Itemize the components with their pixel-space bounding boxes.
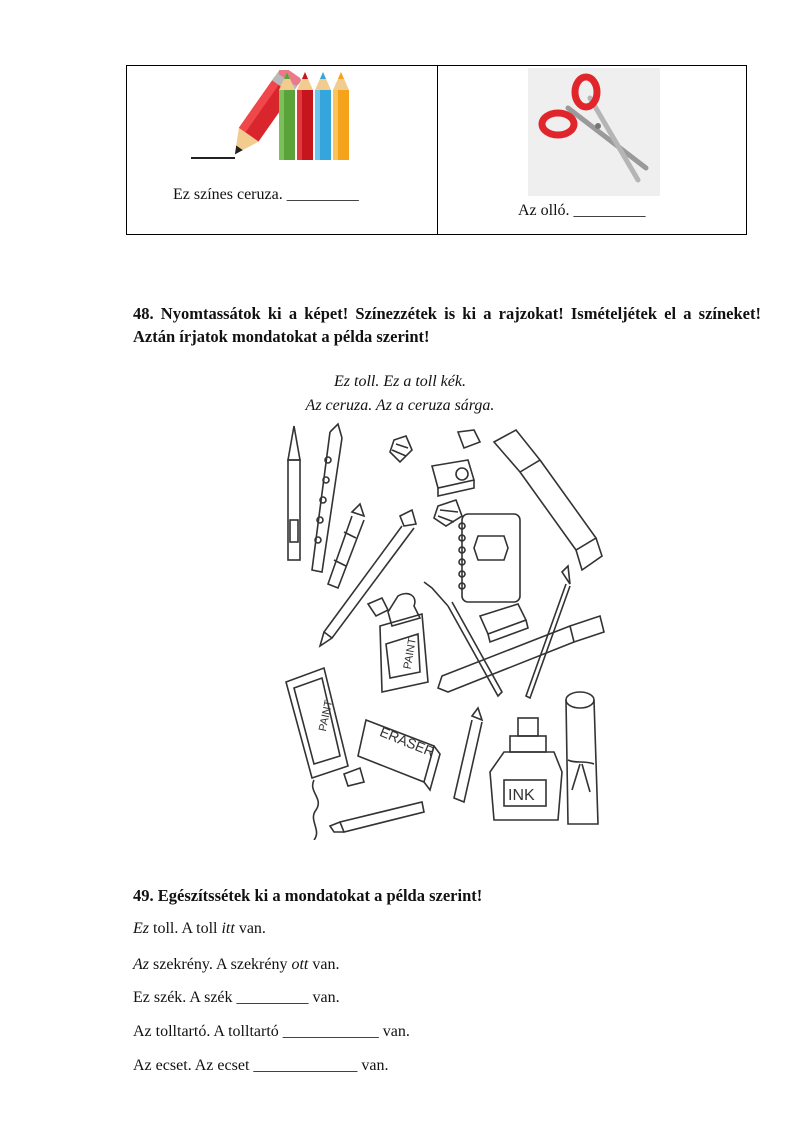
ink-bottle-icon bbox=[490, 718, 562, 820]
adverb-word: itt bbox=[221, 920, 235, 937]
exercise-sentence-4: Az tolltartó. A tolltartó ____________ van. bbox=[133, 1023, 410, 1040]
crayon-icon bbox=[454, 708, 482, 802]
scissors-cell bbox=[438, 66, 746, 234]
colored-pencil-cell bbox=[127, 66, 438, 234]
notebook-icon bbox=[459, 514, 520, 602]
demonstrative-word: Ez bbox=[133, 920, 149, 937]
vocabulary-table bbox=[126, 65, 747, 235]
sentence-text: van. bbox=[234, 920, 266, 937]
paint-tube-label: PAINT bbox=[401, 636, 419, 671]
sentence-text: van. bbox=[308, 956, 340, 973]
pencil-icon bbox=[288, 426, 300, 560]
task-49-instruction: 49. Egészítssétek ki a mondatokat a példa szerint! bbox=[133, 886, 483, 905]
eraser-small-icon bbox=[480, 604, 528, 642]
paintbrush-icon bbox=[526, 566, 570, 698]
paint-cap-icon bbox=[344, 768, 364, 786]
sharpener-icon bbox=[432, 460, 474, 496]
paint-tube-label: PAINT bbox=[316, 699, 336, 733]
paint-tube-icon bbox=[286, 668, 348, 840]
exercise-sentence-3: Ez szék. A szék _________ van. bbox=[133, 989, 340, 1006]
example-sentence-2: Az ceruza. Az a ceruza sárga. bbox=[305, 397, 495, 414]
exercise-sentence-2 bbox=[133, 956, 339, 974]
colored-pencil-caption: Ez színes ceruza. _________ bbox=[173, 186, 359, 203]
marker-icon bbox=[320, 510, 416, 646]
sentence-text: toll. A toll bbox=[149, 920, 222, 937]
example-sentence-1: Ez toll. Ez a toll kék. bbox=[334, 373, 466, 390]
exercise-sentence-1 bbox=[133, 920, 266, 938]
colored-pencils-icon bbox=[187, 70, 377, 165]
ink-label: INK bbox=[508, 787, 535, 804]
scissors-caption: Az olló. _________ bbox=[518, 202, 646, 219]
scissors-icon bbox=[528, 68, 660, 196]
dotted-pencil-icon bbox=[312, 424, 342, 572]
adverb-word: ott bbox=[291, 956, 309, 973]
scroll-icon bbox=[566, 692, 598, 824]
crayon-icon bbox=[328, 504, 364, 588]
exercise-sentence-5: Az ecset. Az ecset _____________ van. bbox=[133, 1057, 389, 1074]
task-48-instruction: 48. Nyomtassátok ki a képet! Színezzétek is ki a rajzokat! Ismételjétek el a színeket! Aztán írjatok mondatokat a példa szerint! bbox=[133, 304, 761, 346]
eraser-icon bbox=[358, 720, 440, 790]
eraser-label: ERASER bbox=[377, 723, 437, 760]
long-marker-icon bbox=[438, 616, 604, 692]
demonstrative-word: Az bbox=[133, 956, 149, 973]
crayon-icon bbox=[330, 802, 424, 832]
school-supplies-illustration bbox=[272, 420, 612, 840]
paint-tube-icon bbox=[368, 594, 428, 692]
sentence-text: szekrény. A szekrény bbox=[149, 956, 292, 973]
big-marker-icon bbox=[494, 430, 602, 570]
